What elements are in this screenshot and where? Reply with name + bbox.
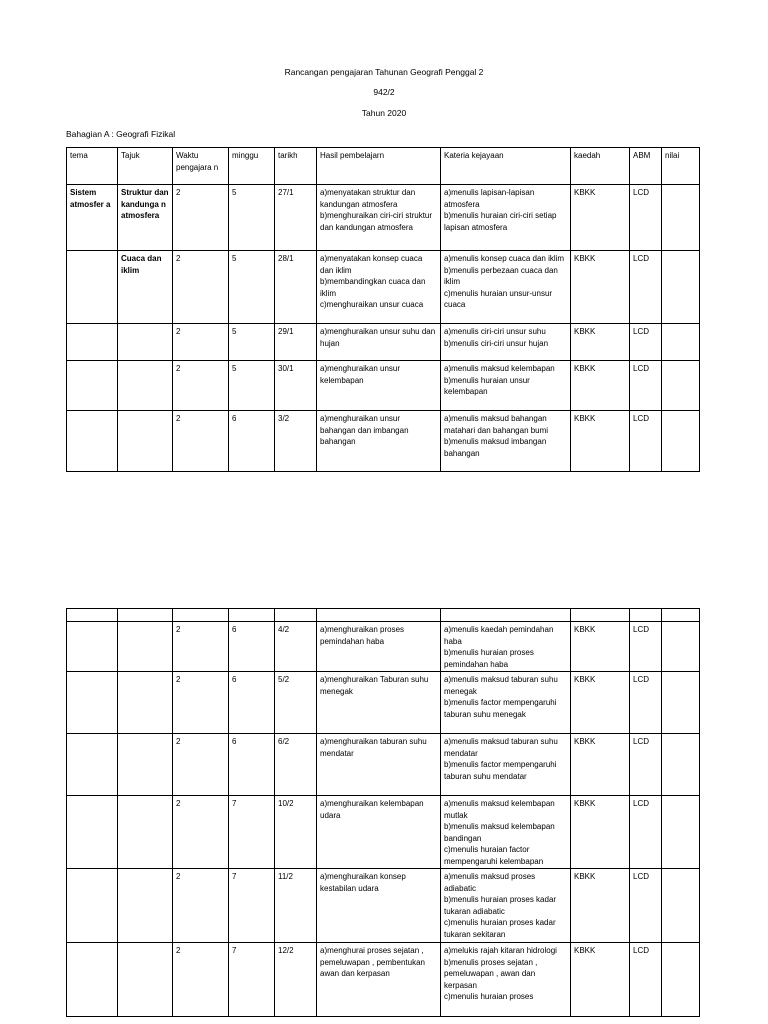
tarikh-cell: 30/1: [275, 361, 317, 411]
kaedah-cell: KBKK: [571, 622, 630, 672]
tema-cell: [67, 869, 118, 943]
hasil-cell: [317, 734, 441, 796]
table-row: [67, 251, 700, 324]
waktu-cell: 2: [173, 622, 229, 672]
hasil-cell: [317, 324, 441, 361]
tajuk-cell: [118, 734, 173, 796]
tarikh-cell: 12/2: [275, 943, 317, 1017]
hasil-cell: [317, 796, 441, 869]
tema-cell: [67, 251, 118, 324]
kriteria-item: a)menulis ciri-ciri unsur suhu: [444, 327, 546, 336]
table-header-row: [67, 148, 700, 185]
tema-cell: [67, 411, 118, 472]
header-cell-tarikh: tarikh: [275, 148, 317, 185]
header-cell-kaedah: kaedah: [571, 148, 630, 185]
kaedah-cell: KBKK: [571, 185, 630, 251]
kriteria-item: b)menulis huraian ciri-ciri setiap lapisan atmosfera: [444, 211, 557, 232]
waktu-cell: 2: [173, 251, 229, 324]
nilai-cell: [662, 943, 700, 1017]
nilai-cell: [662, 796, 700, 869]
tema-cell: [67, 943, 118, 1017]
kriteria-item: c)menulis huraian proses: [444, 992, 534, 1002]
table-row: [67, 796, 700, 869]
tarikh-cell: 28/1: [275, 251, 317, 324]
kriteria-item: b)menulis maksud imbangan bahangan: [444, 437, 547, 458]
table-row: [67, 734, 700, 796]
kriteria-item: a)menulis lapisan-lapisan atmosfera: [444, 188, 535, 209]
tema-cell: [67, 622, 118, 672]
nilai-cell: [662, 672, 700, 734]
tema-cell: [67, 361, 118, 411]
hasil-cell: [317, 361, 441, 411]
hasil-item: a)menghuraikan taburan suhu mendatar: [320, 737, 427, 758]
table-row: [67, 622, 700, 672]
tarikh-cell: 27/1: [275, 185, 317, 251]
tema-cell: Sistem atmosfer a: [67, 185, 118, 251]
table-row: [67, 411, 700, 472]
kriteria-item: b)menulis huraian proses kadar tukaran adiabatic: [444, 895, 557, 916]
kriteria-cell: [441, 411, 571, 472]
abm-cell: LCD: [630, 185, 662, 251]
kaedah-cell: KBKK: [571, 672, 630, 734]
minggu-cell: 5: [229, 251, 275, 324]
kriteria-cell: [441, 869, 571, 943]
tarikh-cell: 3/2: [275, 411, 317, 472]
waktu-cell: 2: [173, 796, 229, 869]
waktu-cell: 2: [173, 185, 229, 251]
hasil-item: a)menghuraikan unsur bahangan dan imbangan bahangan: [320, 414, 409, 447]
waktu-cell: 2: [173, 672, 229, 734]
tarikh-cell: 10/2: [275, 796, 317, 869]
hasil-item: a)menghuraikan unsur kelembapan: [320, 364, 401, 385]
waktu-cell: 2: [173, 361, 229, 411]
tajuk-cell: [118, 943, 173, 1017]
hasil-item: b)membandingkan cuaca dan iklim: [320, 277, 426, 298]
tajuk-cell: Cuaca dan iklim: [118, 251, 173, 324]
subject-code: 942/2: [373, 87, 395, 97]
nilai-cell: [662, 361, 700, 411]
tajuk-cell: [118, 324, 173, 361]
kaedah-cell: KBKK: [571, 411, 630, 472]
nilai-cell: [662, 869, 700, 943]
hasil-item: c)menghuraikan unsur cuaca: [320, 300, 424, 310]
kriteria-item: a)menulis maksud bahangan matahari dan bahangan bumi: [444, 414, 549, 435]
hasil-item: a)menghuraikan kelembapan udara: [320, 799, 424, 820]
kriteria-cell: [441, 943, 571, 1017]
empty-header-row: [67, 609, 700, 622]
kriteria-item: a)menulis maksud taburan suhu mendatar: [444, 737, 558, 758]
tajuk-cell: [118, 411, 173, 472]
kriteria-item: b)menulis ciri-ciri unsur hujan: [444, 338, 549, 348]
hasil-item: a)menyatakan struktur dan kandungan atmosfera: [320, 188, 416, 209]
minggu-cell: 5: [229, 361, 275, 411]
abm-cell: LCD: [630, 361, 662, 411]
hasil-cell: [317, 622, 441, 672]
hasil-item: a)menghuraikan konsep kestabilan udara: [320, 872, 406, 893]
nilai-cell: [662, 251, 700, 324]
kaedah-cell: KBKK: [571, 796, 630, 869]
tajuk-cell: [118, 796, 173, 869]
kriteria-cell: [441, 796, 571, 869]
kaedah-cell: KBKK: [571, 943, 630, 1017]
table-row: [67, 943, 700, 1017]
kriteria-item: b)menulis proses sejatan , pemeluwapan , awan dan kerpasan: [444, 957, 538, 990]
kriteria-item: b)menulis huraian unsur kelembapan: [444, 375, 530, 397]
waktu-cell: 2: [173, 411, 229, 472]
header-cell-tema: tema: [67, 148, 118, 185]
minggu-cell: 6: [229, 411, 275, 472]
minggu-cell: 7: [229, 869, 275, 943]
header-cell-minggu: minggu: [229, 148, 275, 185]
kriteria-item: a)menulis maksud taburan suhu menegak: [444, 675, 558, 696]
kaedah-cell: KBKK: [571, 251, 630, 324]
minggu-cell: 6: [229, 622, 275, 672]
kriteria-cell: [441, 185, 571, 251]
kaedah-cell: KBKK: [571, 361, 630, 411]
tajuk-cell: Struktur dan kandunga n atmosfera: [118, 185, 173, 251]
kriteria-cell: [441, 324, 571, 361]
tajuk-cell: [118, 672, 173, 734]
waktu-cell: 2: [173, 943, 229, 1017]
kriteria-cell: [441, 672, 571, 734]
minggu-cell: 7: [229, 796, 275, 869]
kriteria-item: c)menulis huraian unsur-unsur cuaca: [444, 288, 553, 310]
hasil-cell: [317, 869, 441, 943]
nilai-cell: [662, 185, 700, 251]
nilai-cell: [662, 622, 700, 672]
abm-cell: LCD: [630, 672, 662, 734]
kriteria-item: a)menulis maksud kelembapan: [444, 364, 555, 373]
tarikh-cell: 4/2: [275, 622, 317, 672]
abm-cell: LCD: [630, 411, 662, 472]
kriteria-cell: [441, 251, 571, 324]
kaedah-cell: KBKK: [571, 734, 630, 796]
hasil-item: a)menghurai proses sejatan , pemeluwapan , pembentukan awan dan kerpasan: [320, 946, 425, 979]
hasil-cell: [317, 411, 441, 472]
tajuk-cell: [118, 622, 173, 672]
tema-cell: [67, 324, 118, 361]
hasil-item: a)menghuraikan proses pemindahan haba: [320, 625, 405, 646]
minggu-cell: 5: [229, 185, 275, 251]
nilai-cell: [662, 324, 700, 361]
waktu-cell: 2: [173, 734, 229, 796]
kriteria-item: a)menulis kaedah pemindahan haba: [444, 625, 554, 646]
table-row: [67, 672, 700, 734]
kriteria-item: c)menulis huraian proses kadar tukaran sekitaran: [444, 918, 556, 939]
section-heading: Bahagian A : Geografi Fizikal: [66, 129, 176, 139]
header-cell-waktu: Waktu pengajara n: [173, 148, 229, 185]
table-row: [67, 324, 700, 361]
tarikh-cell: 29/1: [275, 324, 317, 361]
minggu-cell: 6: [229, 672, 275, 734]
tarikh-cell: 11/2: [275, 869, 317, 943]
waktu-cell: 2: [173, 324, 229, 361]
abm-cell: LCD: [630, 869, 662, 943]
minggu-cell: 6: [229, 734, 275, 796]
tajuk-cell: [118, 361, 173, 411]
abm-cell: LCD: [630, 734, 662, 796]
lesson-plan-table-2: [66, 608, 700, 1017]
kriteria-item: b)menulis huraian proses pemindahan haba: [444, 648, 534, 669]
hasil-item: b)menghuraikan ciri-ciri struktur dan kandungan atmosfera: [320, 211, 433, 232]
document-title: Rancangan pengajaran Tahunan Geografi Penggal 2: [284, 67, 484, 77]
kaedah-cell: KBKK: [571, 324, 630, 361]
hasil-item: a)menghuraikan unsur suhu dan hujan: [320, 327, 436, 348]
kriteria-cell: [441, 622, 571, 672]
nilai-cell: [662, 734, 700, 796]
minggu-cell: 7: [229, 943, 275, 1017]
hasil-item: a)menyatakan konsep cuaca dan iklim: [320, 254, 423, 275]
abm-cell: LCD: [630, 251, 662, 324]
kriteria-item: a)menulis konsep cuaca dan iklim: [444, 254, 565, 263]
table-row: [67, 361, 700, 411]
abm-cell: LCD: [630, 943, 662, 1017]
header-cell-nilai: nilai: [662, 148, 700, 185]
nilai-cell: [662, 411, 700, 472]
waktu-cell: 2: [173, 869, 229, 943]
kaedah-cell: KBKK: [571, 869, 630, 943]
hasil-cell: [317, 185, 441, 251]
kriteria-item: a)menulis maksud proses adiabatic: [444, 872, 536, 893]
header-cell-hasil: Hasil pembelajarn: [317, 148, 441, 185]
hasil-cell: [317, 672, 441, 734]
header-cell-abm: ABM: [630, 148, 662, 185]
kriteria-item: b)menulis factor mempengaruhi taburan suhu mendatar: [444, 760, 557, 781]
minggu-cell: 5: [229, 324, 275, 361]
tema-cell: [67, 796, 118, 869]
hasil-cell: [317, 251, 441, 324]
header-cell-tajuk: Tajuk: [118, 148, 173, 185]
tajuk-cell: [118, 869, 173, 943]
hasil-item: a)menghuraikan Taburan suhu menegak: [320, 675, 429, 696]
kriteria-cell: [441, 734, 571, 796]
kriteria-item: b)menulis factor mempengaruhi taburan suhu menegak: [444, 698, 557, 719]
kriteria-cell: [441, 361, 571, 411]
kriteria-item: a)melukis rajah kitaran hidrologi: [444, 946, 557, 955]
table-row: [67, 869, 700, 943]
hasil-cell: [317, 943, 441, 1017]
tema-cell: [67, 734, 118, 796]
abm-cell: LCD: [630, 324, 662, 361]
kriteria-item: b)menulis maksud kelembapan bandingan: [444, 822, 555, 843]
year-label: Tahun 2020: [361, 108, 407, 118]
abm-cell: LCD: [630, 622, 662, 672]
kriteria-item: c)menulis huraian factor mempengaruhi kelembapan: [444, 845, 544, 866]
kriteria-item: b)menulis perbezaan cuaca dan iklim: [444, 265, 558, 287]
tema-cell: [67, 672, 118, 734]
tarikh-cell: 5/2: [275, 672, 317, 734]
kriteria-item: a)menulis maksud kelembapan mutlak: [444, 799, 555, 820]
header-cell-kriteria: Kateria kejayaan: [441, 148, 571, 185]
lesson-plan-table-1: [66, 147, 700, 472]
table-row: [67, 185, 700, 251]
abm-cell: LCD: [630, 796, 662, 869]
tarikh-cell: 6/2: [275, 734, 317, 796]
